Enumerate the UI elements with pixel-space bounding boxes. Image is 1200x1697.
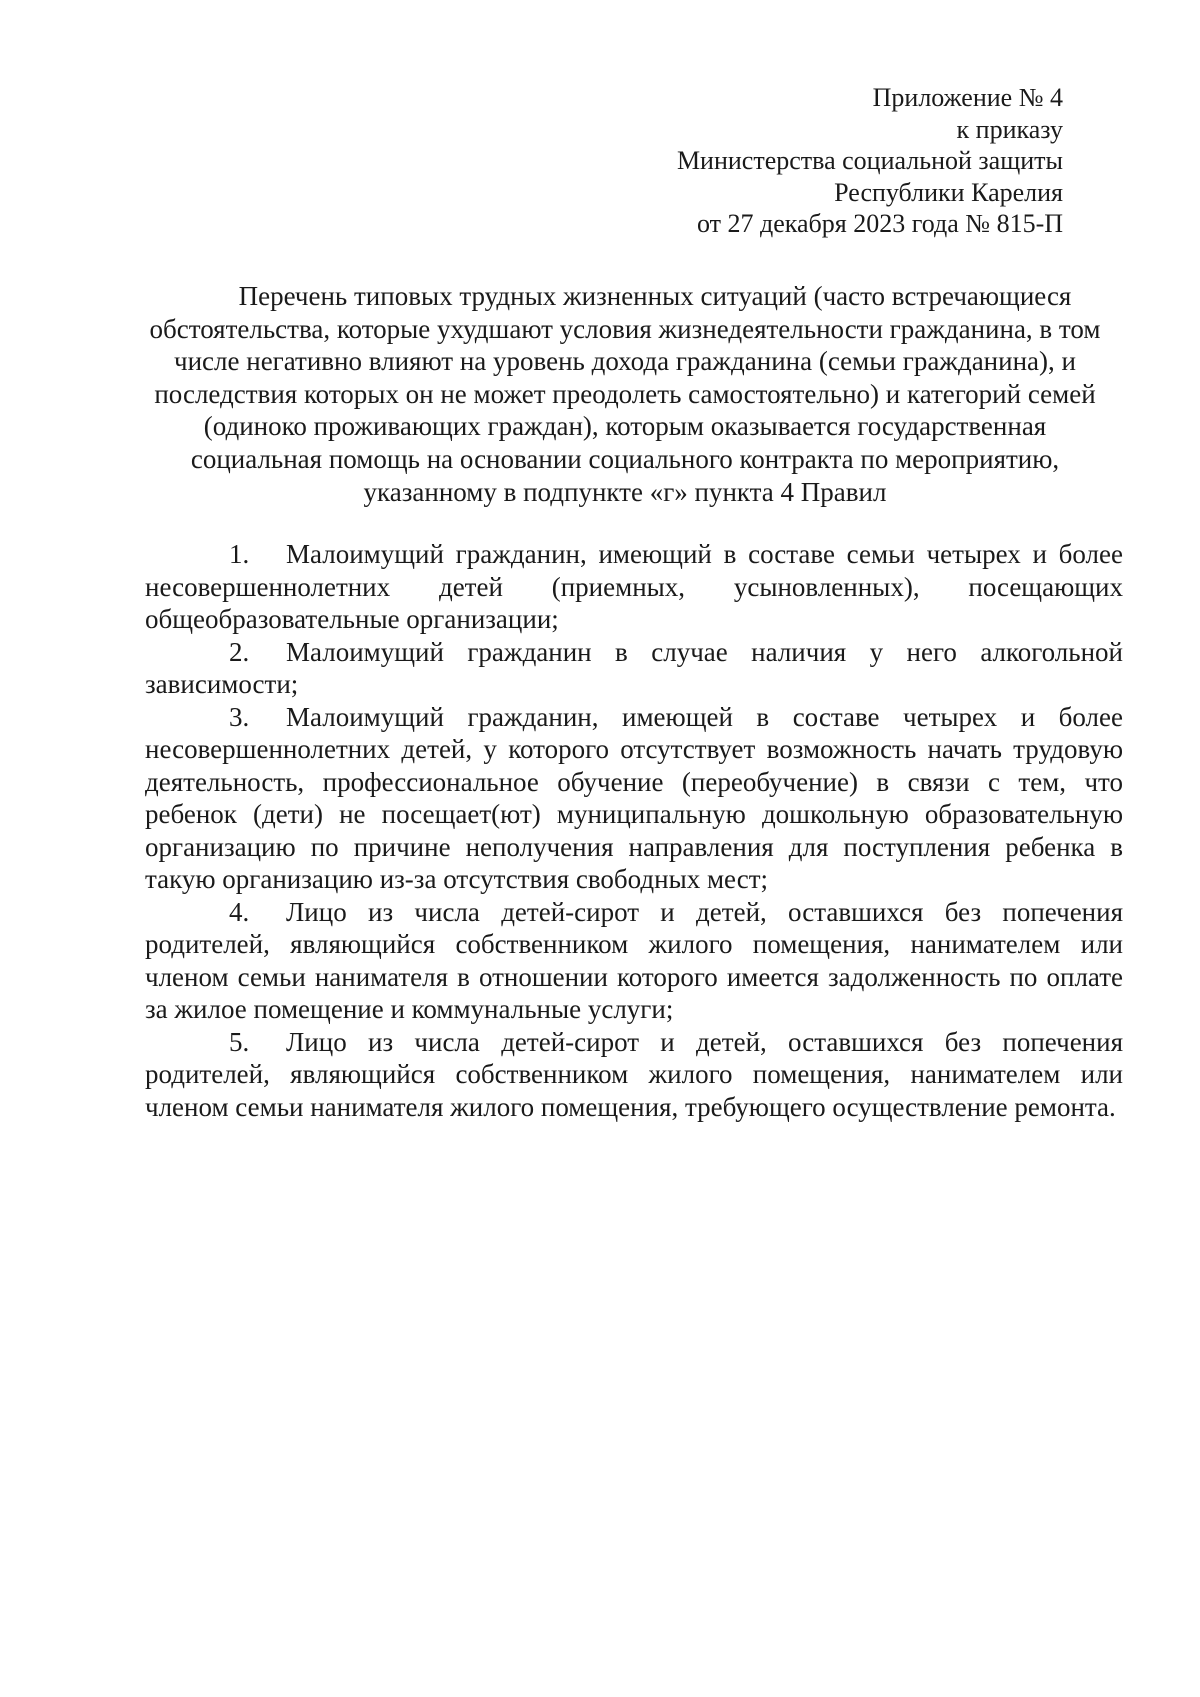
situations-list <box>145 538 1123 1123</box>
list-item-text: Малоимущий гражданин в случае наличия у него алкогольной зависимости; <box>145 636 1123 699</box>
list-item-text: Лицо из числа детей-сирот и детей, оставшихся без попечения родителей, являющийся собственником жилого помещения, нанимателем или членом семьи нанимателя жилого помещения, требующего осуществление ремонта. <box>145 1026 1123 1122</box>
list-item <box>145 701 1123 896</box>
list-item <box>145 538 1123 636</box>
list-item-text: Малоимущий гражданин, имеющий в составе семьи четырех и более несовершеннолетних детей (приемных, усыновленных), посещающих общеобразовательные организации; <box>145 539 1123 634</box>
list-item-text: Лицо из числа детей-сирот и детей, оставшихся без попечения родителей, являющийся собственником жилого помещения, нанимателем или членом семьи нанимателя в отношении которого имеется задолженность по оплате за жилое помещение и коммунальные услуги; <box>145 896 1123 1024</box>
list-item <box>145 636 1123 701</box>
list-item-number: 5. <box>229 1026 250 1057</box>
ministry-name: Министерства социальной защиты <box>676 146 1063 175</box>
list-item-number: 2. <box>229 636 250 667</box>
republic-name: Республики Карелия <box>834 177 1063 207</box>
list-item-number: 3. <box>229 701 250 732</box>
list-item-number: 1. <box>229 539 250 569</box>
order-reference: к приказу <box>956 114 1063 144</box>
appendix-number: Приложение № 4 <box>872 83 1063 112</box>
list-item-number: 4. <box>229 896 250 927</box>
list-item-text: Малоимущий гражданин, имеющей в составе четырех и более несовершеннолетних детей, у которого отсутствует возможность начать трудовую деятельность, профессиональное обучение (переобучение) в связи с тем, что ребенок (дети) не посещает(ют) муниципальную дошкольную образовательную организацию по причине неполучения направления для поступления ребенка в такую организацию из-за отсутствия свободных мест; <box>145 701 1123 894</box>
document-title-text: Перечень типовых трудных жизненных ситуаций (часто встречающиеся обстоятельства, которые ухудшают условия жизнедеятельности гражданина, в том числе негативно влияют на уровень дохода гражданина (семьи гражданина), и последствия которых он не может преодолеть самостоятельно) и категорий семей (одиноко проживающих граждан), которым оказывается государственная социальная помощь на основании социального контракта по мероприятию, указанному в подпункте «г» пункта 4 Правил <box>149 281 1101 507</box>
order-date: от 27 декабря 2023 года № 815-П <box>696 209 1063 238</box>
list-item <box>145 1026 1123 1124</box>
document-title <box>145 280 1105 508</box>
list-item <box>145 896 1123 1026</box>
appendix-header <box>503 82 1063 240</box>
